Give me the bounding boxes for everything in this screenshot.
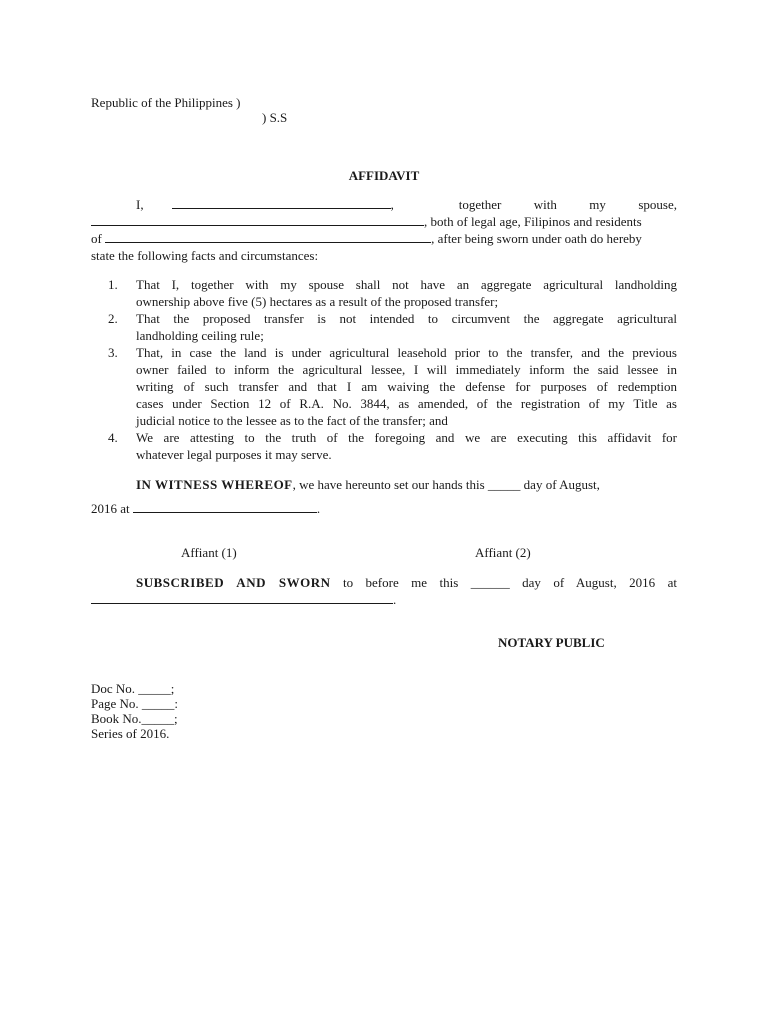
fact-text bbox=[136, 276, 677, 310]
witness-place-blank bbox=[133, 501, 317, 513]
fact-text bbox=[136, 310, 677, 344]
fact-line: That I, together with my spouse shall not have an aggregate agricultural landholding bbox=[136, 277, 677, 292]
fact-line: ownership above five (5) hectares as a result of the proposed transfer; bbox=[136, 294, 499, 309]
header-ss: ) S.S bbox=[262, 110, 288, 125]
header-republic: Republic of the Philippines ) bbox=[91, 95, 241, 110]
fact-number: 3. bbox=[108, 345, 118, 360]
sworn-lead: SUBSCRIBED AND SWORN bbox=[136, 575, 331, 590]
witness-paragraph bbox=[91, 476, 677, 517]
sworn-paragraph bbox=[91, 574, 677, 608]
notary-public-label: NOTARY PUBLIC bbox=[498, 635, 605, 650]
affiant-1-label: Affiant (1) bbox=[181, 545, 237, 560]
fact-line: whatever legal purposes it may serve. bbox=[136, 447, 332, 462]
footer-page-no: Page No. _____: bbox=[91, 696, 179, 711]
footer-book-no: Book No._____; bbox=[91, 711, 178, 726]
facts-list bbox=[108, 276, 677, 463]
affiant-2-label: Affiant (2) bbox=[475, 545, 531, 560]
footer-doc-no: Doc No. _____; bbox=[91, 681, 175, 696]
spouse-name-blank bbox=[91, 214, 424, 226]
witness-line-2: 2016 at . bbox=[91, 501, 321, 516]
fact-line: We are attesting to the truth of the foregoing and we are executing this affidavit for bbox=[136, 430, 677, 445]
fact-item bbox=[108, 310, 677, 344]
fact-line: That, in case the land is under agricultural leasehold prior to the transfer, and the previous bbox=[136, 345, 677, 360]
footer-series: Series of 2016. bbox=[91, 726, 170, 741]
affiant-name-blank bbox=[172, 197, 391, 209]
fact-item bbox=[108, 276, 677, 310]
witness-lead: IN WITNESS WHEREOF bbox=[136, 477, 293, 492]
fact-line: That the proposed transfer is not intended to circumvent the aggregate agricultural bbox=[136, 311, 677, 326]
fact-text bbox=[136, 429, 677, 463]
fact-number: 2. bbox=[108, 311, 118, 326]
sworn-line-2: . bbox=[91, 591, 677, 608]
intro-line-1: I, , together with my spouse, bbox=[136, 197, 677, 212]
fact-number: 4. bbox=[108, 430, 118, 445]
sworn-line-1: SUBSCRIBED AND SWORN to before me this ______ day of August, 2016 at bbox=[136, 575, 677, 590]
fact-line: judicial notice to the lessee as to the fact of the transfer; and bbox=[136, 413, 448, 428]
intro-paragraph bbox=[91, 196, 677, 264]
intro-line-4: state the following facts and circumstances: bbox=[91, 248, 319, 263]
fact-text bbox=[136, 344, 677, 429]
fact-line: cases under Section 12 of R.A. No. 3844, as amended, of the registration of my Title as bbox=[136, 396, 677, 411]
fact-line: landholding ceiling rule; bbox=[136, 328, 264, 343]
residence-blank bbox=[105, 231, 431, 243]
fact-line: owner failed to inform the agricultural lessee, I will immediately inform the said lessee in bbox=[136, 362, 677, 377]
fact-item bbox=[108, 344, 677, 429]
document-title: AFFIDAVIT bbox=[348, 168, 420, 183]
witness-line-1: IN WITNESS WHEREOF, we have hereunto set our hands this _____ day of August, bbox=[136, 477, 600, 492]
sworn-place-blank bbox=[91, 592, 393, 604]
intro-line-3: of , after being sworn under oath do hereby bbox=[91, 231, 642, 246]
fact-line: writing of such transfer and that I am waiving the defense for purposes of redemption bbox=[136, 379, 677, 394]
intro-line-2: , both of legal age, Filipinos and residents bbox=[91, 213, 677, 230]
fact-number: 1. bbox=[108, 277, 118, 292]
fact-item bbox=[108, 429, 677, 463]
